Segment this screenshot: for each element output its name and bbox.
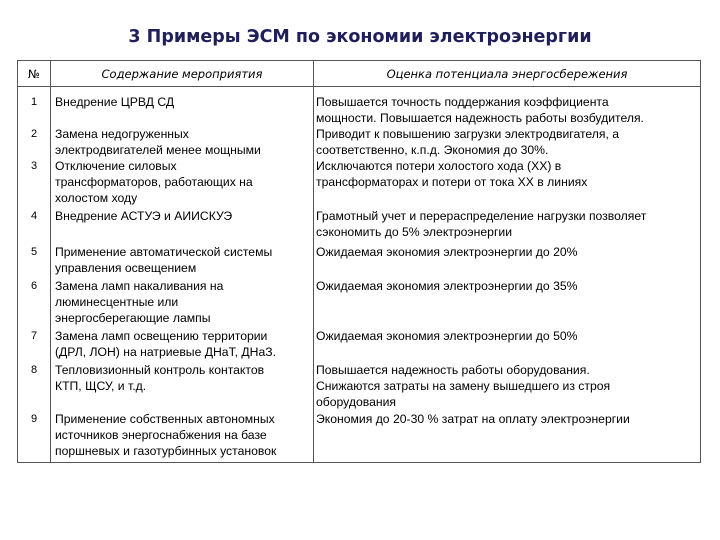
- row-assessment: Ожидаемая экономия электроэнергии до 50%: [316, 329, 578, 343]
- row-measure: Применение автоматической системы управления освещением: [55, 245, 273, 276]
- row-num: 5: [30, 246, 38, 258]
- header-divider: [17, 86, 701, 87]
- row-assessment: Повышается надежность работы оборудования. Снижаются затраты на замену вышедшего из строя оборудования: [316, 363, 611, 410]
- row-num: 9: [30, 413, 38, 425]
- row-assessment: Приводит к повышению загрузки электродвигателя, а соответственно, к.п.д. Экономия до 30%.: [316, 127, 620, 158]
- row-assessment: Ожидаемая экономия электроэнергии до 20%: [316, 245, 578, 259]
- page-title: 3 Примеры ЭСМ по экономии электроэнергии: [128, 27, 592, 47]
- row-measure: Замена ламп освещению территории (ДРЛ, ЛОН) на натриевые ДНаТ, ДНаЗ.: [55, 329, 277, 360]
- row-num: 4: [30, 210, 38, 222]
- row-assessment: Экономия до 20-30 % затрат на оплату электроэнергии: [316, 412, 630, 426]
- column-divider: [313, 60, 314, 463]
- header-assessment: Оценка потенциала энергосбережения: [386, 67, 628, 81]
- row-measure: Замена ламп накаливания на люминесцентные или энергосберегающие лампы: [55, 279, 224, 326]
- column-divider: [50, 60, 51, 463]
- row-measure: Применение собственных автономных источников энергоснабжения на базе поршневых и газотурбинных установок: [55, 412, 277, 459]
- row-measure: Внедрение ЦРВД СД: [55, 95, 175, 109]
- row-assessment: Грамотный учет и перераспределение нагрузки позволяет сэкономить до 5% электроэнергии: [316, 209, 647, 240]
- header-measure: Содержание мероприятия: [101, 67, 263, 81]
- row-measure: Тепловизионный контроль контактов КТП, ЩСУ, и т.д.: [55, 363, 265, 394]
- row-assessment: Исключаются потери холостого хода (ХХ) в трансформаторах и потери от тока ХХ в линиях: [316, 159, 588, 190]
- row-num: 3: [30, 160, 38, 172]
- row-num: 8: [30, 364, 38, 376]
- row-assessment: Ожидаемая экономия электроэнергии до 35%: [316, 279, 578, 293]
- row-measure: Внедрение АСТУЭ и АИИСКУЭ: [55, 209, 233, 223]
- row-num: 2: [30, 128, 38, 140]
- row-num: 1: [30, 96, 38, 108]
- row-measure: Отключение силовых трансформаторов, работающих на холостом ходу: [55, 159, 253, 206]
- header-num: №: [28, 67, 40, 81]
- row-assessment: Повышается точность поддержания коэффициента мощности. Повышается надежность работы возбудителя.: [316, 95, 644, 126]
- row-num: 7: [30, 330, 38, 342]
- row-measure: Замена недогруженных электродвигателей менее мощными: [55, 127, 261, 158]
- row-num: 6: [30, 280, 38, 292]
